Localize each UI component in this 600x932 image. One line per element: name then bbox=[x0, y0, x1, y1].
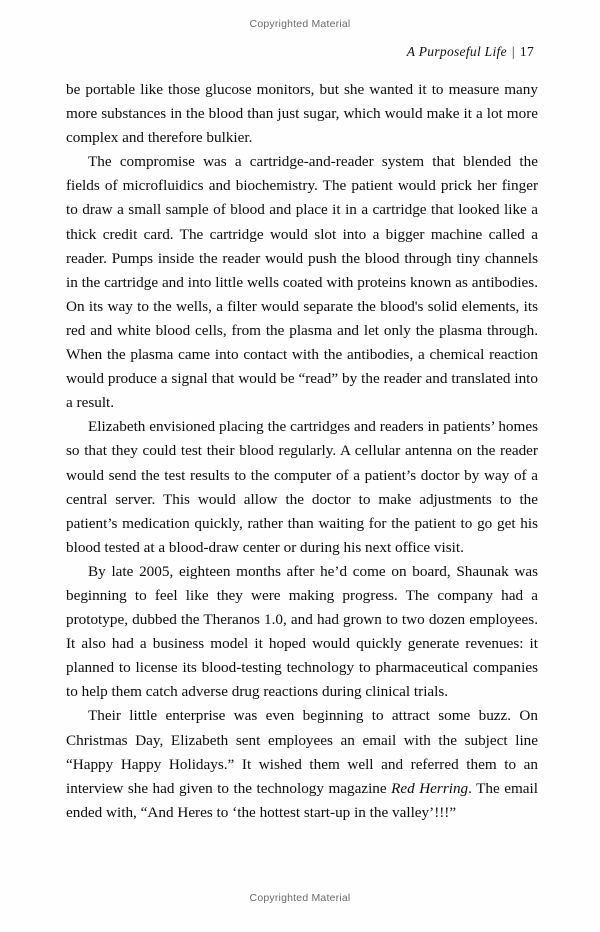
running-head bbox=[407, 44, 534, 60]
paragraph-final-part-1: Their little enterprise was even beginning to attract some buzz. On Christmas Day, Elizabeth sent employees an email with the subject line “Happy Happy Holidays.” It wished them well and referred them to an interview she had given to the technology magazine bbox=[66, 707, 538, 797]
magazine-title: Red Herring bbox=[391, 779, 469, 797]
page-number: 17 bbox=[519, 44, 534, 59]
running-head-title: A Purposeful Life bbox=[406, 44, 507, 59]
body-text bbox=[66, 78, 538, 825]
paragraph: Elizabeth envisioned placing the cartridges and readers in patients’ homes so that they could test their blood regularly. A cellular antenna on the reader would send the test results to the computer of a patient’s doctor by way of a central server. This would allow the doctor to make adjustments to the patient’s medication quickly, rather than waiting for the patient to go get his blood tested at a blood-draw center or during his next office visit. bbox=[66, 418, 538, 556]
copyright-watermark-bottom: Copyrighted Material bbox=[249, 892, 351, 904]
paragraph: be portable like those glucose monitors, but she wanted it to measure many more substances in the blood than just sugar, which would make it a lot more complex and therefore bulkier. bbox=[66, 81, 538, 147]
paragraph-final-part-2: . The email ended with, “And Heres to ‘the hottest start-up in the valley’!!!” bbox=[66, 779, 538, 821]
paragraph: The compromise was a cartridge-and-reader system that blended the fields of microfluidics and biochemistry. The patient would prick her finger to draw a small sample of blood and place it in a cartridge that looked like a thick credit card. The cartridge would slot into a bigger machine called a reader. Pumps inside the reader would push the blood through tiny channels in the cartridge and into little wells coated with proteins known as antibodies. On its way to the wells, a filter would separate the blood's solid elements, its red and white blood cells, from the plasma and let only the plasma through. When the plasma came into contact with the antibodies, a chemical reaction would produce a signal that would be “read” by the reader and translated into a result. bbox=[66, 153, 538, 412]
running-head-separator: | bbox=[511, 44, 515, 59]
copyright-watermark-top: Copyrighted Material bbox=[249, 18, 351, 30]
paragraph: By late 2005, eighteen months after he’d come on board, Shaunak was beginning to feel like they were making progress. The company had a prototype, dubbed the Theranos 1.0, and had grown to two dozen employees. It also had a business model it hoped would quickly generate revenues: it planned to license its blood-testing technology to pharmaceutical companies to help them catch adverse drug reactions during clinical trials. bbox=[66, 562, 538, 701]
paragraph-final bbox=[66, 704, 538, 824]
